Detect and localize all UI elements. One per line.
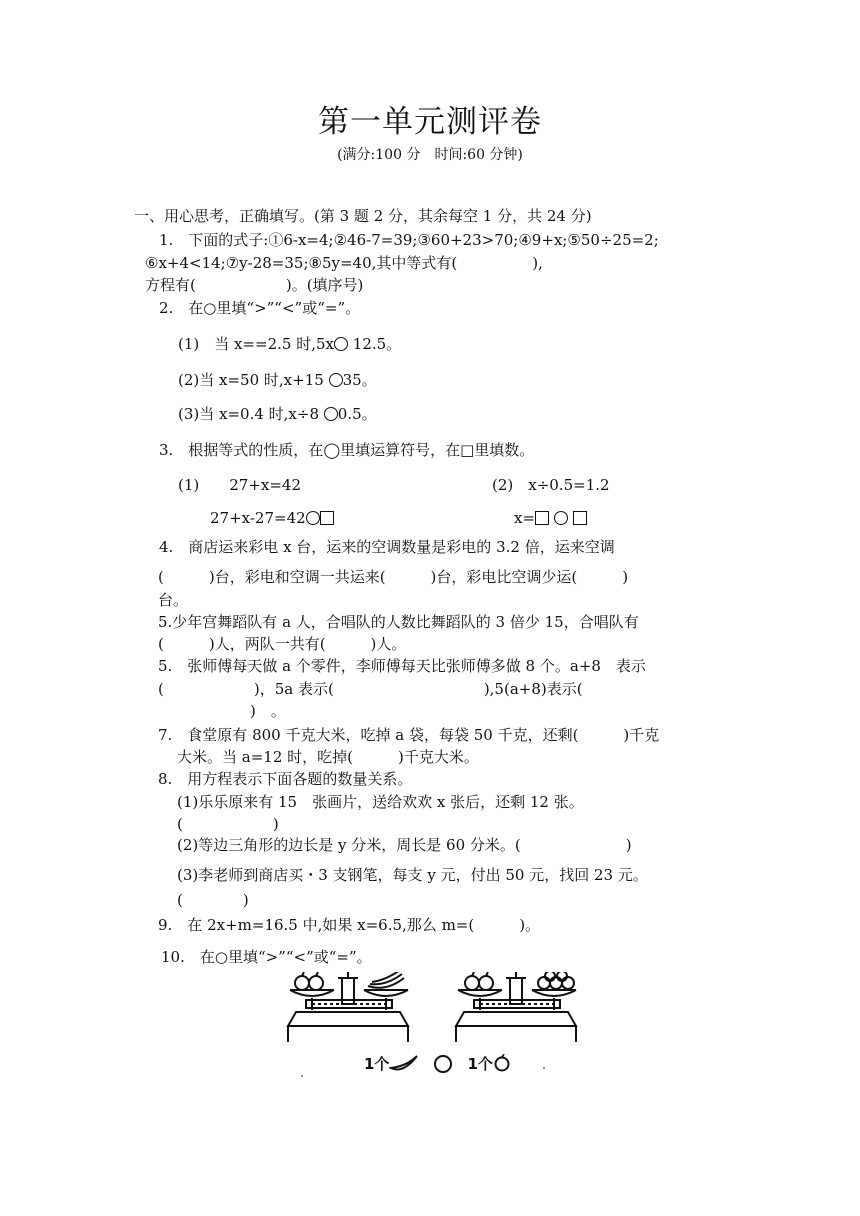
q1-line2: ⑥x+4<14;⑦y-28=35;⑧5y=40,其中等式有( ),: [145, 254, 543, 272]
q2-part1: [178, 335, 401, 353]
q3-stem: 3. 根据等式的性质，在◯里填运算符号，在□里填数。: [159, 441, 535, 459]
right-scale-apples-icon: [465, 972, 493, 990]
page-subtitle: (满分:100 分 时间:60 分钟): [337, 147, 523, 163]
q8-part3: (3)李老师到商店买・3 支钢笔，每支 y 元，付出 50 元，找回 23 元。: [177, 866, 648, 884]
q5a-line2: ( )人，两队一共有( )人。: [158, 635, 407, 653]
q3-right-step-text: x=: [514, 509, 536, 527]
q7-line1: 7. 食堂原有 800 千克大米，吃掉 a 袋，每袋 50 千克，还剩( )千克: [158, 726, 660, 744]
q2-part3-text-b: 0.5。: [337, 405, 377, 423]
q5b-line2: ( )，5a 表示( ),5(a+8)表示(: [158, 680, 583, 698]
q2-part1-text-a: (1) 当 x==2.5 时,5x: [178, 335, 335, 353]
q8-part1-answer: ( ): [177, 815, 279, 833]
q8-part2: (2)等边三角形的边长是 y 分米，周长是 60 分米。( ): [177, 836, 632, 854]
q10-left-label: 1个: [364, 1055, 390, 1073]
q10-stem: 10. 在○里填“>”“<”或“=”。: [161, 948, 372, 966]
section-heading: 一、用心思考，正确填写。(第 3 题 2 分，其余每空 1 分，共 24 分): [134, 207, 592, 225]
q5b-line1: 5. 张师傅每天做 a 个零件，李师傅每天比张师傅多做 8 个。a+8 表示: [158, 657, 646, 675]
answer-circle[interactable]: [434, 1055, 452, 1073]
answer-circle[interactable]: [324, 407, 338, 421]
answer-circle[interactable]: [329, 373, 343, 387]
answer-circle[interactable]: [554, 511, 568, 525]
q3-left-equation: (1) 27+x=42: [178, 476, 302, 494]
q7-line2: 大米。当 a=12 时，吃掉( )千克大米。: [177, 748, 479, 766]
q5b-line3: ) 。: [235, 702, 286, 720]
q2-part1-text-b: 12.5。: [348, 335, 402, 353]
right-balance-scale: [456, 972, 576, 1042]
q10-right-label: 1个: [467, 1055, 493, 1073]
apple-icon: [493, 1054, 511, 1072]
answer-circle[interactable]: [306, 511, 320, 525]
q1-line3: 方程有( )。(填序号): [145, 276, 364, 294]
answer-box[interactable]: [573, 511, 587, 525]
q2-part3-text-a: (3)当 x=0.4 时,x÷8: [178, 405, 324, 423]
answer-box[interactable]: [535, 511, 549, 525]
q4-line2: ( )台，彩电和空调一共运来( )台，彩电比空调少运( ): [158, 568, 629, 586]
q2-part3: [178, 405, 377, 423]
q1-line1: 1. 下面的式子:①6-x=4;②46-7=39;③60+23>70;④9+x;⑤50÷25=2;: [159, 231, 659, 249]
q2-part2: [178, 371, 377, 389]
q8-part3-answer: ( ): [177, 891, 249, 909]
q8-stem: 8. 用方程表示下面各题的数量关系。: [158, 770, 413, 788]
answer-circle[interactable]: [334, 337, 348, 351]
q5a-line1: 5.少年宫舞蹈队有 a 人，合唱队的人数比舞蹈队的 3 倍少 15，合唱队有: [158, 613, 639, 631]
q2-part2-text-b: 35。: [342, 371, 377, 389]
q3-right-step: [514, 509, 587, 527]
right-scale-fruits-icon: [538, 972, 574, 989]
answer-box[interactable]: [320, 511, 334, 525]
page-title: 第一单元测评卷: [318, 104, 542, 140]
q3-right-equation: (2) x÷0.5=1.2: [492, 476, 610, 494]
q2-part2-text-a: (2)当 x=50 时,x+15: [178, 371, 329, 389]
banana-icon: [389, 1054, 419, 1072]
q10-comparison: [364, 1054, 511, 1073]
q4-line1: 4. 商店运来彩电 x 台，运来的空调数量是彩电的 3.2 倍，运来空调: [159, 538, 615, 556]
q2-stem: 2. 在○里填“>”“<”或“=”。: [159, 299, 361, 317]
q8-part1: (1)乐乐原来有 15 张画片，送给欢欢 x 张后，还剩 12 张。: [177, 793, 584, 811]
q3-left-step: [210, 509, 334, 527]
q9-line1: 9. 在 2x+m=16.5 中,如果 x=6.5,那么 m=( )。: [158, 916, 541, 934]
left-balance-scale: [288, 972, 408, 1042]
left-scale-apples-icon: [295, 972, 323, 990]
q4-line3: 台。: [158, 591, 189, 609]
q3-left-step-text: 27+x-27=42: [210, 509, 306, 527]
left-scale-bananas-icon: [368, 972, 404, 988]
